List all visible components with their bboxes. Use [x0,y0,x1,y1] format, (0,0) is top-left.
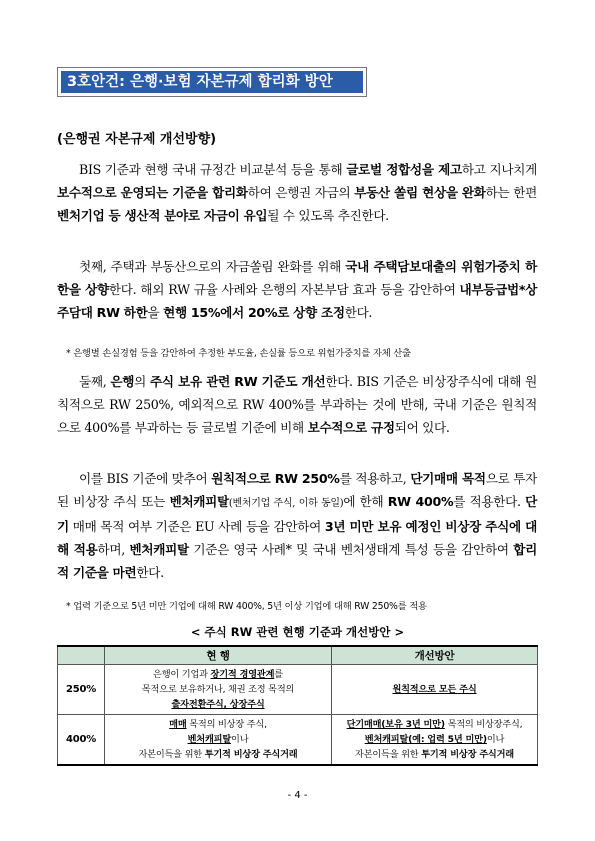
emphasis: 현행 15%에서 20%로 상향 조정 [163,305,345,320]
table-title: < 주식 RW 관련 현행 기준과 개선방안 > [190,625,405,639]
current-cell [105,665,332,715]
emphasis: 벤처기업 등 생산적 분야로 자금이 유입 [57,208,268,223]
text: 둘째, [79,374,111,389]
rate-cell: 250% [58,665,105,715]
emphasis: 주식 보유 관련 RW 기준도 개선 [150,374,326,389]
emphasis: 단기 [57,494,538,534]
text: 자본이득을 위한 [355,749,422,760]
text: 목적의 비상장 주식, [186,719,267,730]
comparison-table [57,645,538,766]
text: 목적으로 보유하거나, 채권 조정 목적의 [141,684,295,695]
emphasis: 벤처캐피탈 [129,542,189,557]
emphasis: 단기매매(보유 3년 미만) [346,719,445,730]
text: 이나 [486,734,505,745]
text: 은행이 기업과 [153,669,211,680]
emphasis: 벤처캐피탈 [187,734,232,745]
current-cell [105,715,332,766]
improved-cell [332,665,538,715]
parenthetical: (벤처기업 주식, 이하 동일) [228,498,344,509]
emphasis: 원칙적으로 모든 주식 [392,684,477,695]
section-subheading: (은행권 자본규제 개선방향) [57,132,217,147]
text: 되어 있다. [394,420,450,435]
text: 이를 BIS 기준에 맞추어 [79,471,212,486]
emphasis: 보수적으로 규정 [307,420,395,435]
header-improved: 개선방안 [332,646,538,665]
improved-cell [332,715,538,766]
emphasis: 단기매매 목적 [410,471,486,486]
text: 기준은 영국 사례* 및 국내 벤처생태계 특성 등을 감안하여 [188,542,514,557]
emphasis: 투기적 비상장 주식거래 [421,749,514,760]
text: 하며, [97,542,130,557]
emphasis: 벤처캐피탈 [169,494,229,509]
page-number: - 4 - [287,790,308,801]
emphasis: 출자전환주식, 상장주식 [171,699,265,710]
footnote-internal-ratings: * 은행별 손실경험 등을 감안하여 추정한 부도율, 손실률 등으로 위험가중치를 자체 산출 [66,348,411,359]
agenda-title: 3호안건: 은행·보험 자본규제 합리화 방안 [61,71,363,93]
emphasis: 매매 [169,719,187,730]
paragraph-third [57,467,537,584]
emphasis: 내부등급법*상 주담대 RW 하한 [57,282,538,320]
text: 한다. [344,305,373,320]
paragraph-intro [57,158,537,227]
text: 으로 투자된 비상장 주식 또는 [57,471,538,509]
text: 한다. 해외 RW 규율 사례와 은행의 자본부담 효과 등을 감안하여 [108,282,460,297]
text: 를 적용하고, [339,471,411,486]
text: 될 수 있도록 추진한다. [267,208,389,223]
footnote-uk-case: * 업력 기준으로 5년 미만 기업에 대해 RW 400%, 5년 이상 기업에 대해 RW 250%를 적용 [66,601,427,612]
table-header-row [58,646,538,665]
header-blank [58,646,105,665]
emphasis: 벤처캐피탈(예: 업력 5년 미만) [364,734,487,745]
header-current: 현 행 [105,646,332,665]
text: BIS 기준과 현행 국내 규정간 비교분석 등을 통해 [79,162,347,177]
paragraph-first [57,255,537,324]
text: 하여 은행권 자금의 [247,185,355,200]
rate-cell: 400% [58,715,105,766]
emphasis: 투기적 비상장 주식거래 [204,749,298,760]
emphasis: 은행 [110,374,135,389]
agenda-title-box [57,67,367,97]
text: 를 [274,669,283,680]
text: 이나 [231,734,249,745]
text: 자본이득을 위한 [138,749,205,760]
emphasis: RW 400% [387,494,454,509]
emphasis: 장기적 경영관계 [210,669,275,680]
text: 한다. [136,565,164,580]
text: 한다. BIS 기준은 비상장주식에 대해 원칙적으로 RW 250%, 예외적으로 RW 400%를 부과하는 것에 반해, 국내 기준은 원칙적으로 400%를 부과하는 등 글로벌 기준에 비해 [57,374,538,435]
text: 에 한해 [343,494,388,509]
emphasis: 글로벌 정합성을 제고 [346,162,462,177]
emphasis: 국내 주택담보대출의 위험가중치 하한을 상향 [57,259,537,297]
text: 의 [134,374,151,389]
emphasis: 원칙적으로 RW 250% [211,471,340,486]
emphasis: 보수적으로 운영되는 기준을 합리화 [57,185,248,200]
text: 을 [147,305,164,320]
table-row [58,715,538,766]
paragraph-second [57,370,537,439]
text: 를 적용한다. [453,494,526,509]
table-row [58,665,538,715]
emphasis: 3년 미만 보유 예정인 비상장 주식에 대해 적용 [57,519,537,557]
emphasis: 합리적 기준을 마련 [57,542,538,580]
text: 목적의 비상장주식, [444,719,523,730]
text: 매매 목적 여부 기준은 EU 사례 등을 감안하여 [68,519,325,534]
emphasis: 부동산 쏠림 현상을 완화 [354,185,486,200]
text: 하는 한편 [485,185,537,200]
text: 하고 지나치게 [461,162,537,177]
text: 첫째, 주택과 부동산으로의 자금쏠림 완화를 위해 [79,259,346,274]
